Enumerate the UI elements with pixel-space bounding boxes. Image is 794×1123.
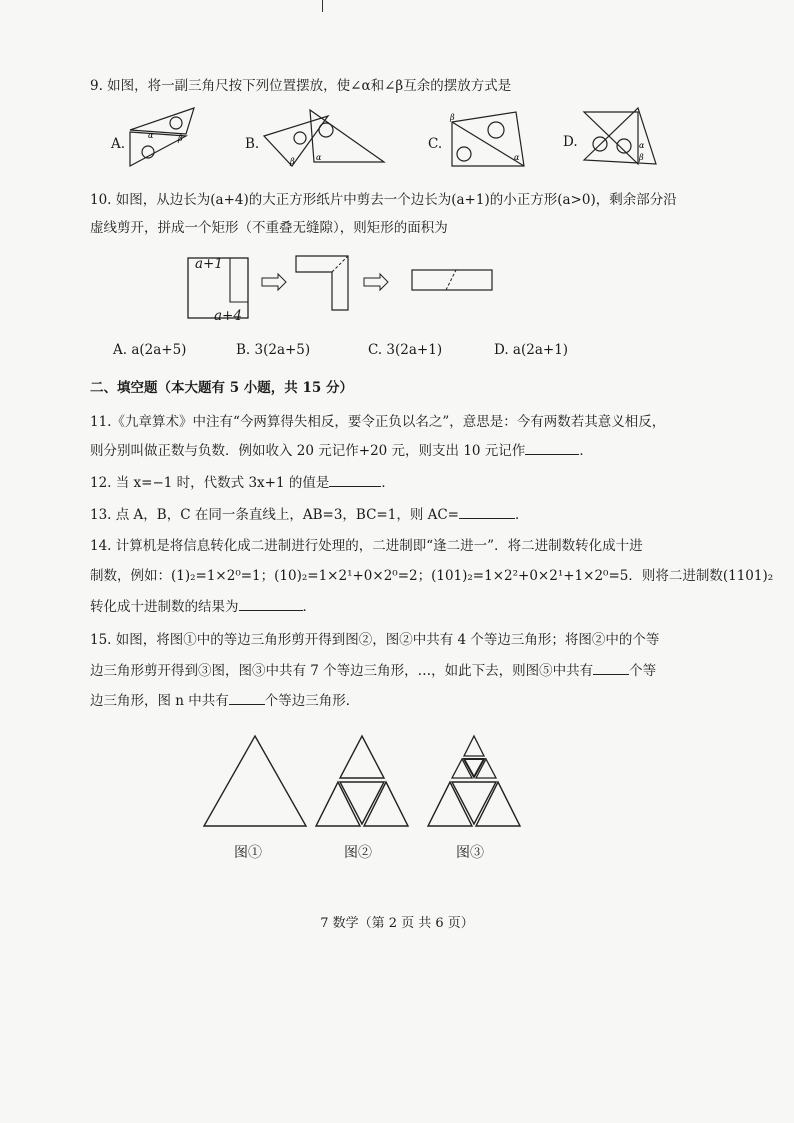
svg-text:β: β <box>450 113 455 122</box>
binding-mark <box>322 0 323 12</box>
q9-option-d-label: D. <box>563 134 578 150</box>
q15-text-line1: 15. 如图，将图①中的等边三角形剪开得到图②，图②中共有 4 个等边三角形；将图②中的个等 <box>90 632 660 648</box>
q15-caption-3: 图③ <box>456 845 484 861</box>
q15-answer-blank-2[interactable] <box>229 690 265 705</box>
q15-caption-2: 图② <box>344 845 372 861</box>
q15-text-line3-end: 个等边三角形． <box>264 693 360 709</box>
q11-line2-text: 则分别叫做正数与负数．例如收入 20 元记作+20 元，则支出 10 元记作 <box>90 443 526 459</box>
svg-text:α: α <box>316 153 322 162</box>
q11-end: ． <box>579 443 593 459</box>
q15-line3 <box>90 690 359 711</box>
q15-figure-3 <box>424 734 524 830</box>
q10-label-top: a+1 <box>195 256 223 272</box>
q13-text: 13. 点 A，B，C 在同一条直线上，AB=3，BC=1，则 AC= <box>90 507 459 523</box>
q12-text: 12. 当 x=−1 时，代数式 3x+1 的值是 <box>90 475 330 491</box>
q15-text-line2-end: 个等 <box>629 663 657 679</box>
q14-text-line1: 14. 计算机是将信息转化成二进制进行处理的，二进制即“逢二进一”．将二进制数转化成十进 <box>90 538 643 554</box>
q10-option-a: A. a(2a+5) <box>113 342 187 358</box>
q11-text-line2 <box>90 440 593 461</box>
q10-option-d: D. a(2a+1) <box>494 342 569 358</box>
q15-caption-1: 图① <box>234 845 262 861</box>
q13-line <box>90 504 529 525</box>
q11-answer-blank[interactable] <box>525 440 579 455</box>
q14-text-line2: 制数，例如：(1)₂=1×2⁰=1；(10)₂=1×2¹+0×2⁰=2；(101)₂=1×2²+0×2¹+1×2⁰=5．则将二进制数(1101)₂ <box>90 568 774 584</box>
svg-text:α: α <box>639 141 645 150</box>
q11-text-line1: 11.《九章算术》中注有“今两算得失相反，要令正负以名之”，意思是：今有两数若其意义相反， <box>90 414 666 430</box>
q10-label-bottom: a+4 <box>214 308 242 324</box>
q13-end: ． <box>515 507 529 523</box>
q10-text-line2: 虚线剪开，拼成一个矩形（不重叠无缝隙），则矩形的面积为 <box>90 220 448 236</box>
q13-answer-blank[interactable] <box>459 504 515 519</box>
section-title: 二、填空题（本大题有 5 小题，共 15 分） <box>90 380 353 396</box>
q9-figure-b <box>262 106 388 170</box>
q9-option-a-label: A. <box>111 136 126 152</box>
q10-text-line1: 10. 如图，从边长为(a+4)的大正方形纸片中剪去一个边长为(a+1)的小正方形(a>0)，剩余部分沿 <box>90 192 677 208</box>
svg-text:β: β <box>639 153 644 162</box>
q9-text: 9. 如图，将一副三角尺按下列位置摆放，使∠α和∠β互余的摆放方式是 <box>90 78 512 94</box>
q15-line2 <box>90 660 656 681</box>
q15-figure-1 <box>200 734 310 830</box>
q15-text-line3: 边三角形，图 n 中共有 <box>90 693 229 709</box>
svg-text:β: β <box>290 157 295 166</box>
q9-figure-a <box>124 106 204 170</box>
q9-option-b-label: B. <box>245 136 260 152</box>
svg-text:α: α <box>514 153 520 162</box>
q12-end: ． <box>381 475 395 491</box>
q9-figure-d <box>580 104 660 170</box>
svg-text:α: α <box>148 131 154 140</box>
q15-figure-2 <box>312 734 412 830</box>
q14-answer-blank[interactable] <box>239 596 303 611</box>
q10-option-b: B. 3(2a+5) <box>236 342 311 358</box>
page-footer: 7 数学（第 2 页 共 6 页） <box>320 916 474 931</box>
q14-end: ． <box>302 599 316 615</box>
q12-answer-blank[interactable] <box>329 472 381 487</box>
q9-figure-c <box>444 110 530 172</box>
q12-line <box>90 472 395 493</box>
q14-line3 <box>90 596 316 617</box>
q15-answer-blank-1[interactable] <box>593 660 629 675</box>
q14-text-line3: 转化成十进制数的结果为 <box>90 599 239 615</box>
svg-text:β: β <box>178 134 183 143</box>
q10-option-c: C. 3(2a+1) <box>368 342 443 358</box>
q9-option-c-label: C. <box>428 136 443 152</box>
q15-text-line2: 边三角形剪开得到③图，图③中共有 7 个等边三角形，…，如此下去，则图⑤中共有 <box>90 663 594 679</box>
